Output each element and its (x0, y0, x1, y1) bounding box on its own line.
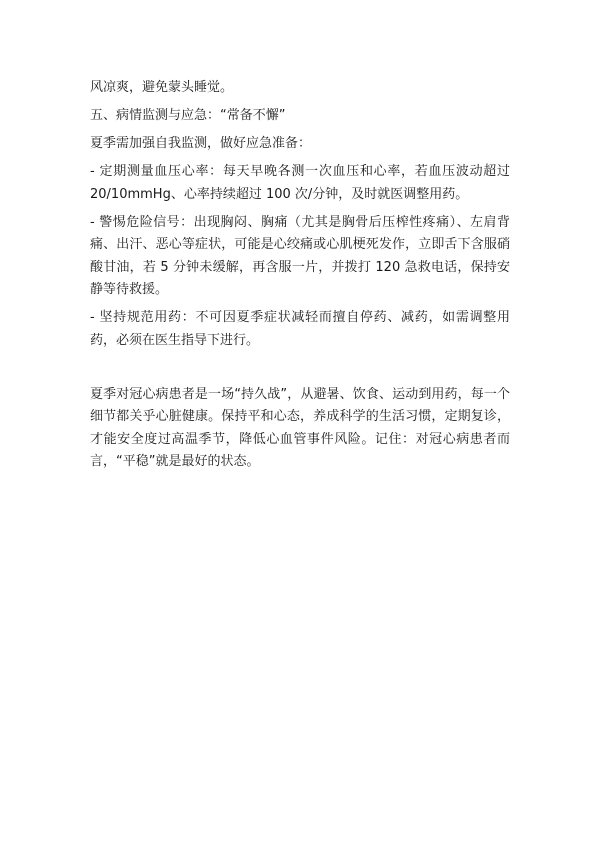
section-intro: 夏季需加强自我监测，做好应急准备： (90, 136, 312, 151)
document-body (90, 77, 510, 479)
paragraph-continuation: 风凉爽，避免蒙头睡觉。 (90, 80, 234, 95)
list-item-medication: - 坚持规范用药：不可因夏季症状减轻而擅自停药、减药，如需调整用药，必须在医生指导下进行。 (90, 310, 510, 348)
list-item-danger-signals: - 警惕危险信号：出现胸闷、胸痛（尤其是胸骨后压榨性疼痛）、左肩背痛、出汗、恶心等症状，可能是心绞痛或心肌梗死发作，立即舌下含服硝酸甘油，若 5 分钟未缓解，再含服一片，并拨打 120 急救电话，保持安静等待救援。 (90, 214, 510, 297)
conclusion-paragraph: 夏季对冠心病患者是一场“持久战”，从避暑、饮食、运动到用药，每一个细节都关乎心脏健康。保持平和心态，养成科学的生活习惯，定期复诊，才能安全度过高温季节，降低心血管事件风险。记住：对冠心病患者而言，“平稳”就是最好的状态。 (90, 386, 510, 469)
section-heading: 五、病情监测与应急：“常备不懈” (90, 108, 286, 123)
paragraph-spacer (90, 358, 510, 384)
list-item-blood-pressure: - 定期测量血压心率：每天早晚各测一次血压和心率，若血压波动超过 20/10mmHg、心率持续超过 100 次/分钟，及时就医调整用药。 (90, 164, 510, 202)
